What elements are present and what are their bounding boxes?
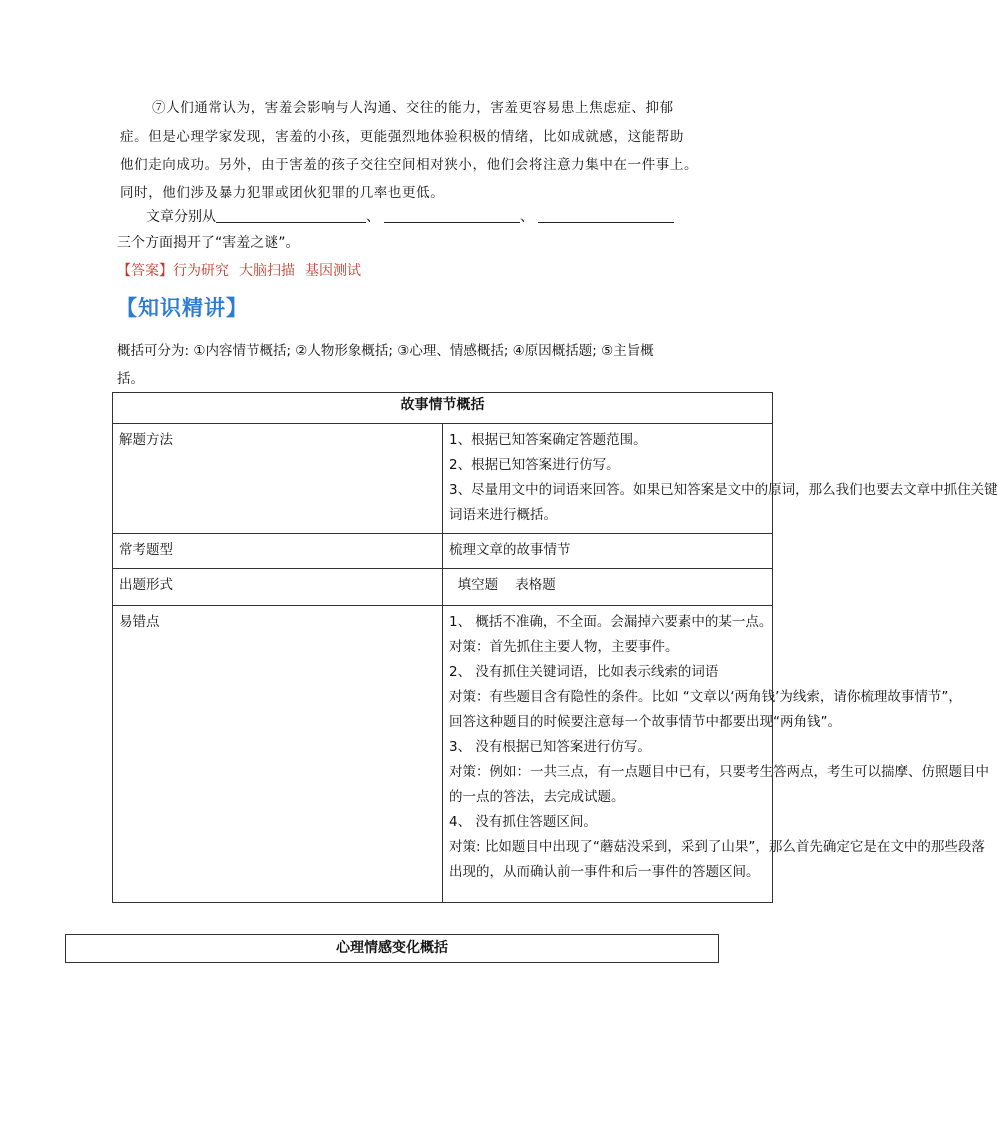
content-line: 对策：有些题目含有隐性的条件。比如 “文章以‘两角钱’为线索，请你梳理故事情节”， [449, 689, 962, 705]
content-line: 4、 没有抓住答题区间。 [449, 814, 597, 830]
answer-blank-1[interactable] [216, 208, 366, 223]
row-content [443, 534, 773, 569]
content-line: 对策：首先抓住主要人物，主要事件。 [449, 639, 679, 655]
answer-item: 大脑扫描 [239, 263, 295, 279]
question-prefix: 文章分别从 [146, 209, 216, 225]
answer-blank-2[interactable] [384, 208, 520, 223]
row-content [443, 424, 998, 534]
answer-tag: 【答案】 [117, 263, 173, 279]
passage-line: 他们走向成功。另外，由于害羞的孩子交往空间相对狭小，他们会将注意力集中在一件事上。 [120, 157, 699, 173]
content-line: 3、尽量用文中的词语来回答。如果已知答案是文中的原词，那么我们也要去文章中抓住关键 [449, 482, 998, 498]
intro-line-2: 括。 [117, 371, 144, 387]
content-line: 对策：例如：一共三点，有一点题目中已有，只要考生答两点，考生可以揣摩、仿照题目中 [449, 764, 989, 780]
row-label: 常考题型 [113, 534, 443, 569]
answer-line [117, 260, 371, 280]
content-line: 2、 没有抓住关键词语，比如表示线索的词语 [449, 664, 719, 680]
intro-line-1: 概括可分为: ①内容情节概括; ②人物形象概括; ③心理、情感概括; ④原因概括题; ⑤主旨概 [117, 343, 654, 359]
plot-summary-table [112, 392, 998, 903]
table-row [113, 424, 773, 534]
passage-line: ⑦人们通常认为，害羞会影响与人沟通、交往的能力，害羞更容易患上焦虑症、抑郁 [152, 100, 674, 116]
content-line: 3、 没有根据已知答案进行仿写。 [449, 739, 651, 755]
content-line: 1、根据已知答案确定答题范围。 [449, 432, 647, 448]
emotion-summary-table-title: 心理情感变化概括 [65, 934, 719, 963]
content-line: 2、根据已知答案进行仿写。 [449, 457, 620, 473]
content-line: 回答这种题目的时候要注意每一个故事情节中都要出现“两角钱”。 [449, 714, 841, 730]
table-title: 故事情节概括 [113, 393, 773, 424]
question-separator: 、 [366, 209, 380, 225]
question-line [146, 206, 674, 226]
answer-item: 基因测试 [305, 263, 361, 279]
row-content [443, 606, 989, 903]
row-label: 解题方法 [113, 424, 443, 534]
table-row [113, 606, 773, 903]
content-line: 填空题 表格题 [449, 577, 556, 593]
table-header-row [113, 393, 773, 424]
content-line: 词语来进行概括。 [449, 507, 557, 523]
row-content [443, 569, 773, 606]
section-heading: 【知识精讲】 [116, 296, 248, 320]
question-line-2: 三个方面揭开了“害羞之谜”。 [117, 235, 300, 251]
answer-item: 行为研究 [173, 263, 229, 279]
answer-blank-3[interactable] [538, 208, 674, 223]
content-line: 出现的，从而确认前一事件和后一事件的答题区间。 [449, 864, 760, 880]
question-separator: 、 [520, 209, 534, 225]
content-line: 梳理文章的故事情节 [449, 542, 571, 558]
row-label: 易错点 [113, 606, 443, 903]
table-row [113, 534, 773, 569]
content-line: 的一点的答法，去完成试题。 [449, 789, 625, 805]
content-line: 1、 概括不准确，不全面。会漏掉六要素中的某一点。 [449, 614, 773, 630]
passage-line: 同时，他们涉及暴力犯罪或团伙犯罪的几率也更低。 [120, 185, 445, 201]
table-row [113, 569, 773, 606]
row-label: 出题形式 [113, 569, 443, 606]
content-line: 对策: 比如题目中出现了“蘑菇没采到，采到了山果”，那么首先确定它是在文中的那些段落 [449, 839, 985, 855]
passage-line: 症。但是心理学家发现，害羞的小孩，更能强烈地体验积极的情绪，比如成就感，这能帮助 [120, 129, 684, 145]
